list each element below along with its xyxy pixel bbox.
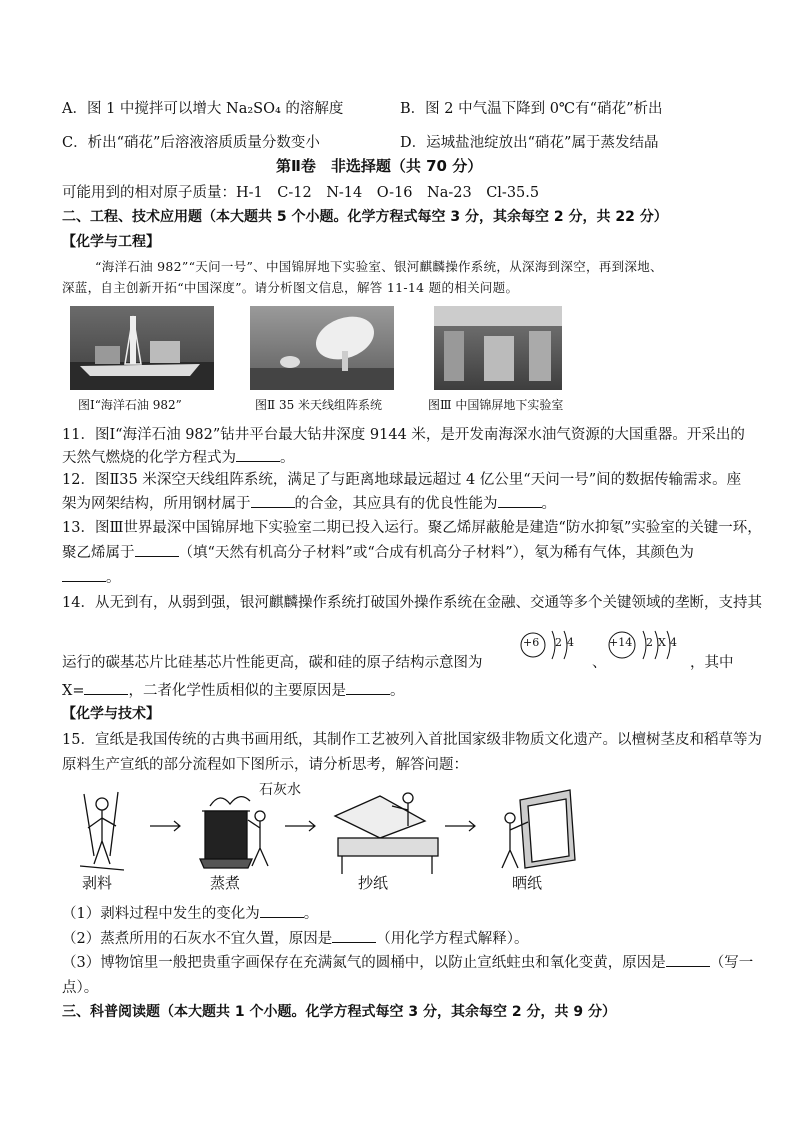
photo-caption-2: 图Ⅱ 35 米天线组阵系统 bbox=[255, 398, 383, 412]
q15-sub-2: （2）蒸煮所用的石灰水不宜久置，原因是 （用化学方程式解释）。 bbox=[62, 931, 529, 947]
photo-caption-3: 图Ⅲ 中国锦屏地下实验室 bbox=[428, 398, 564, 412]
intro-line-1: “海洋石油 982”“天问一号”、中国锦屏地下实验室、银河麒麟操作系统，从深海到深空，再到深地、 bbox=[95, 259, 663, 274]
q13-line-3: 。 bbox=[62, 566, 121, 587]
answer-blank[interactable] bbox=[251, 495, 295, 508]
answer-blank[interactable] bbox=[332, 930, 376, 943]
q12-line-1: 12．图Ⅱ35 米深空天线组阵系统，满足了与距离地球最远超过 4 亿公里“天问一号”间的数据传输需求。座 bbox=[62, 472, 742, 488]
option-d: D．运城盐池绽放出“硝花”属于蒸发结晶 bbox=[400, 135, 659, 151]
chem-tech-heading: 【化学与技术】 bbox=[62, 706, 160, 722]
q14-line-3: X= ，二者化学性质相似的主要原因是 。 bbox=[62, 683, 405, 699]
q13-line-2: 聚乙烯属于 （填“天然有机高分子材料”或“合成有机高分子材料”），氡为稀有气体，其颜色为 bbox=[62, 545, 694, 561]
q15-line-1: 15．宣纸是我国传统的古典书画用纸，其制作工艺被列入首批国家级非物质文化遗产。以檀树茎皮和稻草等为 bbox=[62, 732, 762, 748]
q15-sub-3-cont: 点）。 bbox=[62, 980, 99, 996]
silicon-shell-2: X bbox=[658, 636, 666, 649]
silicon-shell-3: 4 bbox=[670, 636, 677, 649]
photo-lab bbox=[434, 306, 562, 390]
answer-blank[interactable] bbox=[346, 682, 390, 695]
atomic-masses: 可能用到的相对原子质量：H-1 C-12 N-14 O-16 Na-23 Cl-35.5 bbox=[62, 185, 540, 201]
photo-oil-platform bbox=[70, 306, 214, 390]
chem-eng-heading: 【化学与工程】 bbox=[62, 234, 160, 250]
flow-step-2: 蒸煮 bbox=[210, 874, 241, 892]
q13-line-1: 13．图Ⅲ世界最深中国锦屏地下实验室二期已投入运行。聚乙烯屏蔽舱是建造“防水抑氡”实验室的关键一环， bbox=[62, 520, 762, 536]
q15-line-2: 原料生产宣纸的部分流程如下图所示，请分析思考，解答问题： bbox=[62, 757, 468, 773]
answer-blank[interactable] bbox=[62, 569, 106, 582]
carbon-shell-2: 4 bbox=[567, 636, 574, 649]
part3-heading: 三、科普阅读题（本大题共 1 个小题。化学方程式每空 3 分，其余每空 2 分，共 9 分） bbox=[62, 1004, 616, 1020]
answer-blank[interactable] bbox=[135, 544, 179, 557]
part2-heading: 二、工程、技术应用题（本大题共 5 个小题。化学方程式每空 3 分，其余每空 2 分，共 22 分） bbox=[62, 209, 668, 225]
section2-title: 第Ⅱ卷 非选择题（共 70 分） bbox=[276, 157, 483, 175]
q14-line-1: 14．从无到有，从弱到强，银河麒麟操作系统打破国外操作系统在金融、交通等多个关键领域的垄断，支持其 bbox=[62, 595, 762, 611]
answer-blank[interactable] bbox=[666, 954, 710, 967]
answer-blank[interactable] bbox=[498, 495, 542, 508]
option-a: A．图 1 中搅拌可以增大 Na₂SO₄ 的溶解度 bbox=[62, 101, 344, 117]
silicon-atom-diagram bbox=[607, 625, 697, 675]
carbon-shell-1: 2 bbox=[555, 636, 562, 649]
carbon-nucleus: +6 bbox=[523, 636, 540, 649]
flow-step-4: 晒纸 bbox=[512, 874, 543, 892]
silicon-nucleus: +14 bbox=[609, 636, 633, 649]
q15-sub-1: （1）剥料过程中发生的变化为 。 bbox=[62, 906, 319, 922]
answer-blank[interactable] bbox=[84, 682, 128, 695]
lime-water-label: 石灰水 bbox=[259, 782, 301, 798]
option-c: C．析出“硝花”后溶液溶质质量分数变小 bbox=[62, 135, 320, 151]
intro-line-2: 深蓝，自主创新开拓“中国深度”。请分析图文信息，解答 11-14 题的相关问题。 bbox=[62, 280, 519, 295]
answer-blank[interactable] bbox=[236, 449, 280, 462]
q14-line-2c: ，其中 bbox=[690, 655, 734, 671]
q15-sub-3: （3）博物馆里一般把贵重字画保存在充满氮气的圆桶中，以防止宣纸蛀虫和氧化变黄，原因是 （写一 bbox=[62, 955, 754, 971]
q11-line-2: 天然气燃烧的化学方程式为 。 bbox=[62, 450, 295, 466]
flow-step-1: 剥料 bbox=[82, 874, 113, 892]
flow-step-3: 抄纸 bbox=[358, 874, 389, 892]
q14-line-2a: 运行的碳基芯片比硅基芯片性能更高，碳和硅的原子结构示意图为 bbox=[62, 655, 483, 671]
answer-blank[interactable] bbox=[260, 905, 304, 918]
silicon-shell-1: 2 bbox=[646, 636, 653, 649]
photo-caption-1: 图Ⅰ“海洋石油 982” bbox=[78, 398, 182, 412]
option-b: B．图 2 中气温下降到 0℃有“硝花”析出 bbox=[400, 101, 663, 117]
photo-antenna bbox=[250, 306, 394, 390]
q12-line-2: 架为网架结构，所用钢材属于 的合金，其应具有的优良性能为 。 bbox=[62, 496, 556, 512]
q14-separator: 、 bbox=[592, 655, 607, 671]
q11-line-1: 11．图Ⅰ“海洋石油 982”钻井平台最大钻井深度 9144 米，是开发南海深水油气资源的大国重器。开采出的 bbox=[62, 427, 745, 443]
